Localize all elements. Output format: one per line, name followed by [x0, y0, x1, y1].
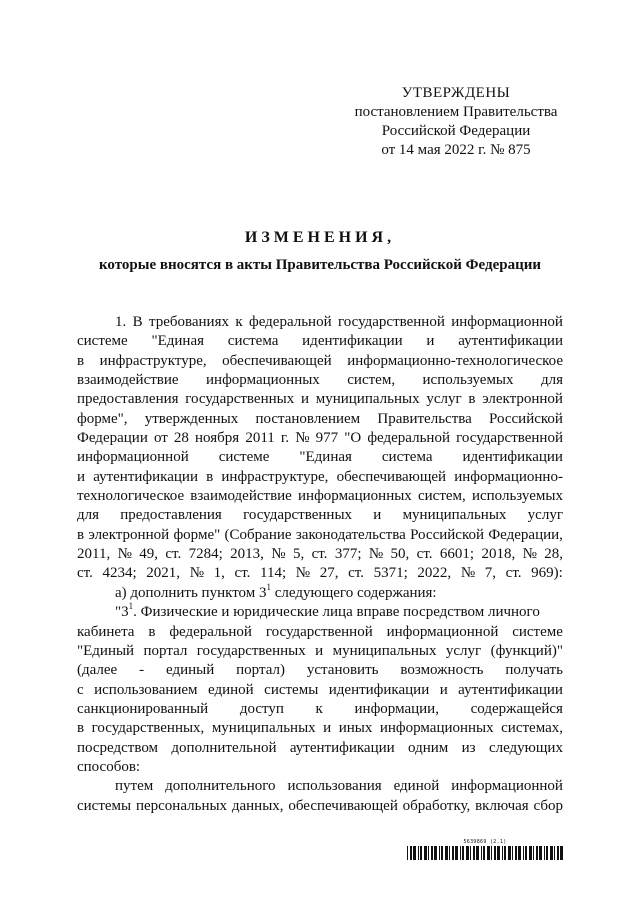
word: посредством: [77, 739, 159, 756]
barcode-bar: [449, 846, 450, 860]
word: 28,: [544, 546, 563, 563]
barcode-bar: [557, 846, 559, 860]
word: 7284;: [188, 546, 223, 563]
word: В: [132, 314, 143, 330]
word: государственной: [337, 314, 445, 330]
word: государственной: [456, 430, 563, 447]
document-subtitle: которые вносятся в акты Правительства Российской Федерации: [98, 257, 542, 273]
word: 2021,: [146, 565, 181, 582]
word: форме",: [77, 410, 128, 427]
word: №: [271, 546, 286, 563]
barcode-bar: [536, 846, 538, 860]
word: 28: [173, 430, 189, 447]
word: для: [540, 372, 563, 389]
body-line-new-clause: [77, 603, 563, 622]
word: технологическое: [77, 488, 185, 505]
barcode-bar: [483, 846, 485, 860]
word: в: [77, 720, 85, 737]
barcode-bar: [410, 846, 412, 860]
word: муниципальных: [315, 391, 420, 408]
barcode-bar: [428, 846, 429, 860]
word: идентификации: [302, 333, 403, 350]
barcode-bar: [473, 846, 475, 860]
word: ст.: [505, 565, 522, 582]
word: ст.: [165, 546, 182, 563]
word: 2013,: [230, 546, 264, 563]
word: 49,: [139, 546, 159, 563]
word: (далее: [77, 662, 118, 679]
word: систем,: [347, 372, 396, 389]
word: дополнительной: [171, 739, 277, 756]
word: используемых: [422, 372, 514, 389]
word: и: [439, 681, 448, 698]
barcode-bar: [550, 846, 553, 860]
barcode-bar: [512, 846, 513, 860]
word: информационной: [451, 314, 563, 330]
word: государственных: [196, 642, 306, 659]
word: единой: [208, 681, 254, 698]
word: информации,: [354, 700, 439, 717]
word: постановлением: [255, 410, 361, 427]
body-line: [77, 448, 563, 467]
word: следующих: [488, 739, 563, 756]
word: №: [368, 546, 384, 563]
barcode-bar: [420, 846, 422, 860]
body-line: [77, 623, 563, 642]
barcode-bar: [491, 846, 492, 860]
word: муниципальных: [332, 642, 437, 659]
word: ст.: [416, 546, 433, 563]
word: электронной: [482, 391, 563, 408]
word: системы: [264, 681, 319, 698]
word: ст.: [77, 565, 93, 582]
word: инфраструктуре,: [99, 352, 207, 369]
body-line: [77, 681, 563, 700]
word: и: [323, 720, 332, 737]
word: аутентификации: [93, 468, 198, 485]
barcode-bar: [554, 846, 555, 860]
word: №: [522, 546, 537, 563]
body-line: [77, 352, 563, 371]
barcode-bar: [529, 846, 532, 860]
barcode-bar: [508, 846, 511, 860]
body-line: [77, 564, 563, 583]
barcode-bar: [497, 846, 500, 860]
barcode-bar: [539, 846, 542, 860]
word: форме": [173, 526, 221, 543]
text-fragment: а) дополнить пунктом 3: [115, 584, 267, 601]
barcode-bar: [518, 846, 521, 860]
word: муниципальных: [402, 507, 507, 524]
word: №: [295, 565, 311, 582]
word: кабинета: [77, 623, 135, 640]
body-line: [77, 719, 563, 738]
word: данных,: [231, 797, 284, 814]
word: федеральной: [169, 623, 252, 640]
word: для: [77, 507, 100, 524]
barcode-bar: [533, 846, 534, 860]
word: ноября: [195, 430, 240, 447]
word: 7,: [484, 565, 497, 582]
word: 969):: [531, 565, 563, 582]
word: государственной: [265, 623, 373, 640]
word: 2011,: [77, 546, 111, 563]
word: используемых: [471, 488, 563, 505]
word: 4234;: [102, 565, 137, 582]
word: Российской: [489, 410, 563, 427]
word: "О: [344, 430, 362, 447]
body-line: [77, 313, 563, 332]
barcode-bar: [525, 846, 527, 860]
word: (функций)": [490, 642, 563, 659]
body-line: способов:: [77, 758, 141, 775]
word: использованием: [94, 681, 198, 698]
word: Федерации: [77, 430, 148, 447]
word: и: [426, 333, 435, 350]
word: система: [381, 449, 433, 466]
barcode-bar: [481, 846, 482, 860]
word: идентификации: [462, 449, 563, 466]
body-line: [77, 429, 563, 448]
barcode-bar: [476, 846, 479, 860]
barcode-bar: [462, 846, 464, 860]
word: к: [315, 700, 323, 717]
barcode-icon: [407, 846, 563, 860]
barcode-bar: [407, 846, 408, 860]
barcode-bar: [413, 846, 416, 860]
word: портал: [143, 642, 188, 659]
word: содержащейся: [470, 700, 563, 717]
barcode-bar: [487, 846, 490, 860]
word: услуг: [426, 391, 462, 408]
word: в: [206, 468, 214, 485]
word: включая: [475, 797, 529, 814]
word: системы: [77, 797, 132, 814]
word: 27,: [319, 565, 339, 582]
approval-stamp: [350, 84, 562, 160]
word: 2022,: [417, 565, 452, 582]
word: информационной: [77, 449, 189, 466]
word: возможность: [400, 662, 484, 679]
word: ст.: [348, 565, 364, 582]
barcode-bar: [470, 846, 471, 860]
word: утвержденных: [144, 410, 239, 427]
body-line: [77, 332, 563, 351]
superscript: 1: [266, 581, 272, 592]
word: персональных: [135, 797, 228, 814]
word: установить: [306, 662, 379, 679]
word: законодательства: [295, 526, 406, 543]
word: к: [235, 314, 243, 330]
body-line: [77, 739, 563, 758]
barcode-bar: [441, 846, 443, 860]
approval-heading: УТВЕРЖДЕНЫ: [401, 85, 511, 101]
word: и: [373, 507, 382, 524]
text-fragment: следующего содержания:: [271, 584, 437, 601]
word: 114;: [260, 565, 287, 582]
word: иных: [338, 720, 373, 737]
body-line: [77, 526, 563, 545]
word: и: [315, 642, 324, 659]
word: от: [153, 430, 168, 447]
word: системе: [77, 333, 128, 350]
word: систем,: [417, 488, 466, 505]
word: системе: [218, 449, 270, 466]
word: из: [461, 739, 476, 756]
barcode-bar: [434, 846, 437, 860]
word: санкционированный: [77, 700, 209, 717]
barcode-number: 5639869 (2.1): [463, 839, 507, 845]
word: №: [189, 565, 204, 582]
word: информационных: [298, 488, 412, 505]
barcode-bar: [515, 846, 517, 860]
word: дополнительного: [165, 778, 276, 795]
word: 977: [315, 430, 339, 447]
word: сбор: [533, 797, 563, 814]
word: Правительства: [377, 410, 472, 427]
body-line: [77, 661, 563, 680]
barcode-bar: [460, 846, 461, 860]
word: "Единая: [299, 449, 352, 466]
word: "Единый: [77, 642, 135, 659]
approval-line: Российской Федерации: [381, 123, 531, 139]
word: 1,: [213, 565, 225, 582]
barcode-bar: [544, 846, 545, 860]
word: в: [77, 352, 85, 369]
word: информационных: [379, 720, 494, 737]
word: 6601;: [439, 546, 475, 563]
barcode-bar: [560, 846, 563, 860]
word: муниципальных: [211, 720, 316, 737]
word: в: [148, 623, 156, 640]
body-line: [77, 390, 563, 409]
word: предоставления: [120, 507, 222, 524]
word: идентификации: [328, 681, 430, 698]
barcode-bar: [546, 846, 548, 860]
barcode-bar: [424, 846, 427, 860]
word: Федерации,: [488, 526, 563, 543]
word: доступ: [239, 700, 284, 717]
barcode-bar: [504, 846, 506, 860]
body-line: [77, 468, 563, 487]
word: единый: [166, 662, 215, 679]
word: 5,: [292, 546, 305, 563]
barcode-bar: [455, 846, 458, 860]
body-line: [77, 487, 563, 506]
word: информационно-: [454, 468, 563, 485]
word: система: [227, 333, 279, 350]
word: Российской: [410, 526, 485, 543]
word: услуг: [445, 642, 482, 659]
word: в: [468, 391, 476, 408]
word: "Единая: [151, 333, 205, 350]
word: аутентификации: [289, 739, 395, 756]
word: №: [117, 546, 132, 563]
body-line: [77, 371, 563, 390]
word: государственных: [185, 391, 295, 408]
word: (Собрание: [224, 526, 292, 543]
word: и: [77, 468, 86, 485]
barcode-bar: [445, 846, 448, 860]
word: инфраструктуре,: [221, 468, 329, 485]
word: путем: [115, 778, 154, 795]
word: информационно-технологическое: [347, 352, 563, 369]
document-barcode: [407, 838, 563, 860]
body-line: [77, 777, 563, 796]
word: 5371;: [373, 565, 408, 582]
word: аутентификации: [458, 681, 563, 698]
word: ст.: [234, 565, 251, 582]
barcode-bar: [523, 846, 524, 860]
word: аутентификации: [458, 333, 563, 350]
text-fragment: . Физические и юридические лица вправе посредством личного: [133, 604, 540, 621]
word: одним: [408, 739, 449, 756]
word: 1.: [115, 314, 127, 330]
body-line: [77, 700, 563, 719]
body-line: [77, 797, 563, 816]
word: информационной: [451, 778, 563, 795]
barcode-bar: [418, 846, 419, 860]
text-fragment: "3: [115, 604, 129, 621]
barcode-bar: [502, 846, 503, 860]
document-body: [77, 313, 563, 816]
word: №: [460, 565, 476, 582]
word: государственных,: [91, 720, 205, 737]
approval-line: постановлением Правительства: [354, 104, 558, 120]
word: услуг: [527, 507, 563, 524]
document-title: ИЗМЕНЕНИЯ,: [244, 229, 396, 246]
word: с: [77, 681, 84, 698]
word: -: [139, 662, 145, 679]
word: 2018,: [481, 546, 516, 563]
body-line-subclause: [77, 581, 563, 603]
approval-date: от 14 мая 2022 г. № 875: [381, 142, 531, 158]
barcode-bar: [494, 846, 496, 860]
word: федеральной: [367, 430, 450, 447]
word: государственных: [243, 507, 353, 524]
word: электронной: [88, 526, 170, 543]
word: в: [77, 526, 85, 543]
word: взаимодействие: [77, 372, 179, 389]
word: информационной: [386, 623, 499, 640]
word: предоставления: [77, 391, 179, 408]
superscript: 1: [128, 601, 134, 612]
word: системе: [512, 623, 563, 640]
word: 2011: [245, 430, 275, 447]
word: ст.: [311, 546, 328, 563]
body-line: [77, 506, 563, 525]
body-line: [77, 642, 563, 661]
word: г.: [280, 430, 290, 447]
word: федеральной: [248, 314, 332, 330]
word: и: [300, 391, 309, 408]
barcode-bar: [466, 846, 469, 860]
word: 50,: [390, 546, 410, 563]
word: №: [295, 430, 310, 447]
body-line: [77, 410, 563, 429]
word: требованиях: [148, 314, 229, 330]
word: обеспечивающей: [288, 797, 398, 814]
barcode-bar: [431, 846, 433, 860]
word: 377;: [334, 546, 362, 563]
barcode-bar: [439, 846, 440, 860]
word: системах,: [501, 720, 563, 737]
word: взаимодействие: [190, 488, 292, 505]
word: получать: [505, 662, 563, 679]
body-line: [77, 545, 563, 564]
word: обеспечивающей: [222, 352, 332, 369]
word: обработку,: [402, 797, 471, 814]
barcode-bar: [452, 846, 454, 860]
word: обеспечивающей: [336, 468, 447, 485]
word: портал): [236, 662, 285, 679]
word: использования: [287, 778, 382, 795]
word: единой: [393, 778, 440, 795]
word: информационных: [206, 372, 320, 389]
